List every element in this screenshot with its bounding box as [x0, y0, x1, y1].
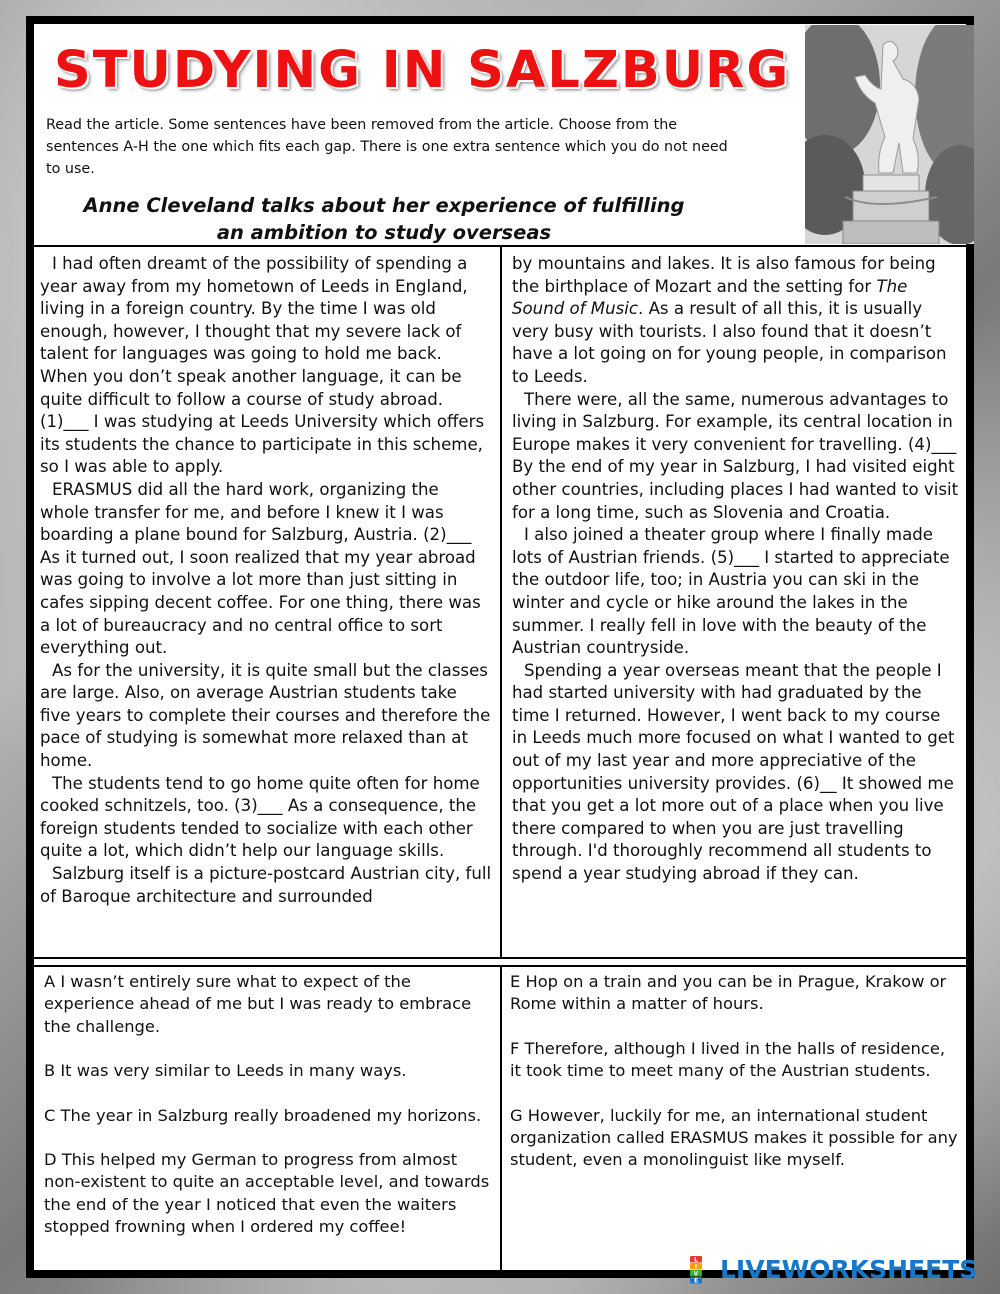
logo-letter: V: [693, 1270, 699, 1278]
liveworksheets-logo[interactable]: [690, 1254, 990, 1286]
subtitle-line: Anne Cleveland talks about her experience of fulfilling: [83, 194, 685, 217]
option-item: E Hop on a train and you can be in Prague, Krakow or Rome within a matter of hours.: [510, 972, 947, 1014]
logo-icon: [690, 1256, 716, 1284]
subtitle: [34, 192, 734, 246]
page-title: STUDYING IN SALZBURG: [54, 41, 791, 100]
logo-letter: E: [693, 1277, 699, 1284]
article-text: . As a result of all this, it is usually very busy with tourists. I also found that it doesn’t have a lot going on for young people, in comparison to Leeds.: [512, 299, 947, 386]
mozart-statue-photo: [805, 25, 974, 244]
article-paragraph: The students tend to go home quite often for home cooked schnitzels, too. (3)___ As a consequence, the foreign students tended to socialize with each other quite a lot, which didn’t help our language skills.: [40, 773, 480, 861]
option-item: D This helped my German to progress from almost non-existent to quite an acceptable level, and towards the end of the year I noticed that even the waiters stopped frowning when I ordered my coffee!: [44, 1150, 490, 1237]
article-paragraph: Salzburg itself is a picture-postcard Austrian city, full of Baroque architecture and surrounded: [40, 864, 492, 906]
subtitle-line: an ambition to study overseas: [216, 221, 552, 244]
option-item: G However, luckily for me, an international student organization called ERASMUS makes it possible for any student, even a monolinguist like myself.: [510, 1105, 958, 1170]
article-paragraph: Spending a year overseas meant that the people I had started university with had graduated by the time I returned. However, I went back to my course in Leeds much more focused on what I wanted to get out of my last year and more appreciative of the opportunities university provides. (6)__ It showed me that you get a lot more out of a place when you live there compared to when you are just travelling through. I'd thoroughly recommend all students to spend a year studying abroad if they can.: [512, 660, 955, 884]
article-paragraph: There were, all the same, numerous advantages to living in Salzburg. For example, its central location in Europe makes it very convenient for travelling. (4)___ By the end of my year in Salzburg, I had visited eight other countries, including places I had wanted to visit for a long time, such as Slovenia and Croatia.: [512, 389, 959, 522]
article-left-column: [40, 253, 492, 908]
options-right-column: [510, 971, 958, 1194]
instructions: Read the article. Some sentences have been removed from the article. Choose from the sentences A-H the one which fits each gap. There is one extra sentence which you do not need to use.: [46, 117, 728, 177]
brand-name[interactable]: LIVEWORKSHEETS: [720, 1255, 978, 1284]
option-item: B It was very similar to Leeds in many ways.: [44, 1061, 407, 1081]
article-right-column: [512, 253, 960, 886]
option-item: C The year in Salzburg really broadened my horizons.: [44, 1105, 482, 1125]
answer-options: [34, 965, 966, 1270]
article-paragraph: ERASMUS did all the hard work, organizing the whole transfer for me, and before I knew it I was boarding a plane bound for Salzburg, Austria. (2)___ As it turned out, I soon realized that my year abroad was going to involve a lot more than just sitting in cafes sipping decent coffee. For one thing, there was a lot of bureaucracy and no central office to sort everything out.: [40, 479, 481, 658]
column-divider: [500, 247, 502, 957]
column-divider: [500, 967, 502, 1270]
logo-letter: L: [694, 1256, 698, 1264]
film-title: The Sound of Music: [512, 276, 908, 319]
article-paragraph: When you don’t speak another language, it can be quite difficult to follow a course of study abroad. (1)___ I was studying at Leeds University which offers its students the chance to participate in this scheme, so I was able to apply.: [40, 366, 485, 477]
statue-illustration: [805, 25, 974, 244]
option-item: F Therefore, although I lived in the halls of residence, it took time to meet many of the Austrian students.: [510, 1038, 946, 1081]
article-paragraph: I also joined a theater group where I finally made lots of Austrian friends. (5)___ I started to appreciate the outdoor life, too; in Austria you can ski in the winter and cycle or hike around the lakes in the summer. I really fell in love with the beauty of the Austrian countryside.: [512, 525, 950, 658]
worksheet: [26, 16, 974, 1278]
article: [34, 245, 966, 959]
article-paragraph: I had often dreamt of the possibility of spending a year away from my hometown of Leeds in England, living in a foreign country. By the time I was old enough, however, I thought that my severe lack of talent for languages was going to hold me back.: [40, 254, 468, 364]
logo-letter: I: [694, 1263, 698, 1271]
article-paragraph: [512, 253, 960, 389]
option-item: A I wasn’t entirely sure what to expect of the experience ahead of me but I was ready to embrace the challenge.: [44, 972, 472, 1036]
options-left-column: [44, 971, 492, 1261]
article-paragraph: As for the university, it is quite small but the classes are large. Also, on average Austrian students take five years to complete their courses and therefore the pace of studying is somewhat more relaxed than at home.: [40, 660, 491, 771]
article-text: by mountains and lakes. It is also famous for being the birthplace of Mozart and the setting for: [512, 254, 936, 296]
